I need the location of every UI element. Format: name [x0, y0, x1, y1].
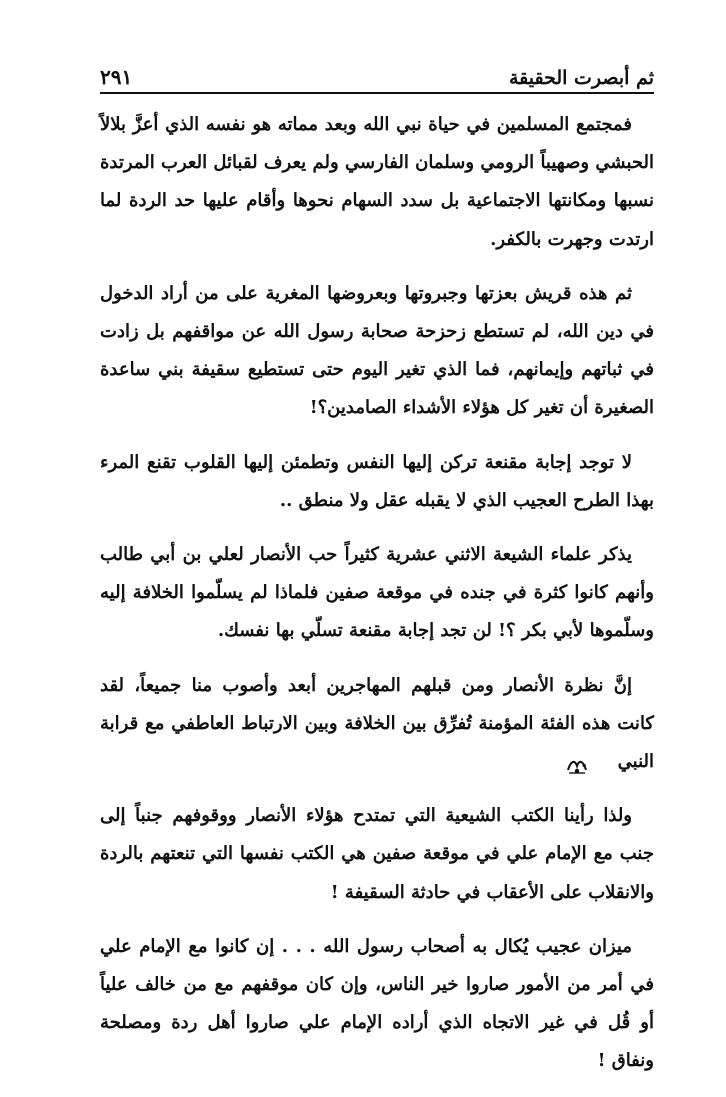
paragraph-5: إنَّ نظرة الأنصار ومن قبلهم المهاجرين أبعد وأصوب منا جميعاً، لقد كانت هذه الفئة المؤمنة تُفرِّق بين الخلافة وبين الارتباط العاطفي مع قرابة النبي .	[100, 674, 654, 773]
paragraph-3	[100, 444, 654, 520]
paragraph-2	[100, 275, 654, 428]
salawat-seal-icon	[587, 752, 611, 772]
paragraph-4	[100, 536, 654, 651]
page-number: ٢٩١	[100, 65, 133, 89]
paragraph-text: فمجتمع المسلمين في حياة نبي الله وبعد مماته هو نفسه الذي أعزَّ بلالاً الحبشي وصهيباً الرومي وسلمان الفارسي ولم يعرف لقبائل العرب المرتدة نسبها ومكانتها الاجتماعية بل سدد السهام نحوها وأقام عليها حد الردة لما ارتدت وجهرت بالكفر.	[100, 114, 654, 250]
paragraph-7	[100, 928, 654, 1081]
paragraph-text: لا توجد إجابة مقنعة تركن إليها النفس وتطمئن إليها القلوب تقنع المرء بهذا الطرح العجيب الذي لا يقبله عقل ولا منطق ..	[100, 451, 654, 511]
page-header	[100, 60, 654, 94]
paragraph-text: ثم هذه قريش بعزتها وجبروتها وبعروضها المغرية على من أراد الدخول في دين الله، لم تستطع زحزحة صحابة رسول الله عن مواقفهم بل زادت في ثباتهم وإيمانهم، فما الذي تغير اليوم حتى تستطيع سقيفة بني ساعدة الصغيرة أن تغير كل هؤلاء الأشداء الصامدين؟!	[100, 282, 655, 419]
paragraph-text: ميزان عجيب يُكال به أصحاب رسول الله . . . إن كانوا مع الإمام علي في أمر من الأمور صاروا خير الناس، وإن كان موقفهم مع من خالف علياً أو قُل في غير الاتجاه الذي أراده الإمام علي صاروا أهل ردة ومصلحة ونفاق !	[100, 935, 654, 1072]
paragraph-1	[100, 106, 654, 259]
body-text	[100, 106, 654, 1097]
running-title: ثم أبصرت الحقيقة	[508, 67, 654, 89]
paragraph-text: ولذا رأينا الكتب الشيعية التي تمتدح هؤلاء الأنصار ووقوفهم جنباً إلى جنب مع الإمام علي في موقعة صفين هي الكتب نفسها التي تنعتهم بالردة والانقلاب على الأعقاب في حادثة السقيفة !	[100, 805, 654, 903]
paragraph-text: يذكر علماء الشيعة الاثني عشرية كثيراً حب الأنصار لعلي بن أبي طالب وأنهم كانوا كثرة في جنده في موقعة صفين فلماذا لم يسلّموا الخلافة إليه وسلّموها لأبي بكر ؟! لن تجد إجابة مقنعة تسلّي بها نفسك.	[100, 544, 654, 642]
paragraph-text: إنَّ نظرة الأنصار ومن قبلهم المهاجرين أبعد وأصوب منا جميعاً، لقد كانت هذه الفئة المؤمنة تُفرِّق بين الخلافة وبين الارتباط العاطفي مع قرابة النبي	[100, 674, 654, 773]
paragraph-6	[100, 797, 654, 912]
